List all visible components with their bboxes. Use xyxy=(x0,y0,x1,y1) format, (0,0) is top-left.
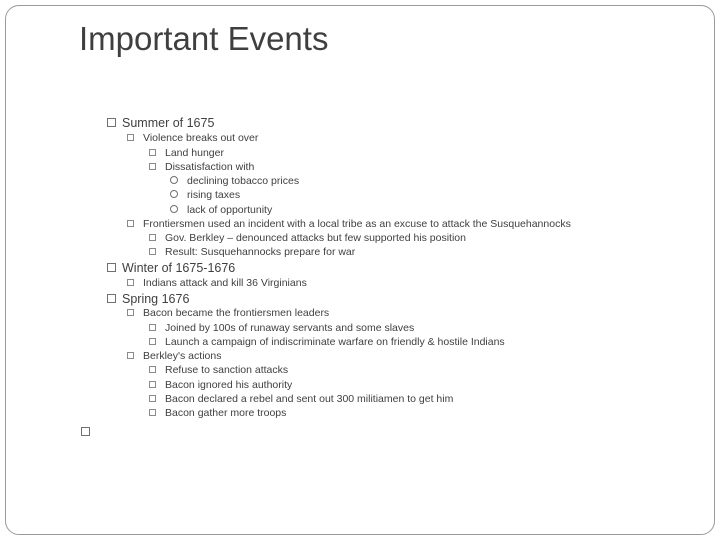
list-item: Bacon ignored his authority xyxy=(149,380,292,391)
list-item: Joined by 100s of runaway servants and some slaves xyxy=(149,323,414,334)
list-item: Indians attack and kill 36 Virginians xyxy=(127,278,307,289)
section-heading-winter-1675-1676: Winter of 1675-1676 xyxy=(107,262,235,275)
list-item: Bacon became the frontiersmen leaders xyxy=(127,308,329,319)
list-item: rising taxes xyxy=(170,190,240,201)
list-item: lack of opportunity xyxy=(170,205,272,216)
square-bullet-icon xyxy=(149,248,156,255)
list-item: Launch a campaign of indiscriminate warfare on friendly & hostile Indians xyxy=(149,337,505,348)
ring-bullet-icon xyxy=(170,176,178,184)
square-bullet-icon xyxy=(127,220,134,227)
ring-bullet-icon xyxy=(170,205,178,213)
square-bullet-icon xyxy=(107,118,116,127)
list-item: Bacon gather more troops xyxy=(149,408,286,419)
list-item: Frontiersmen used an incident with a local tribe as an excuse to attack the Susquehannocks xyxy=(127,219,571,230)
list-item: Violence breaks out over xyxy=(127,133,258,144)
list-item: Bacon declared a rebel and sent out 300 militiamen to get him xyxy=(149,394,453,405)
list-item: Berkley's actions xyxy=(127,351,221,362)
square-bullet-icon xyxy=(127,309,134,316)
square-bullet-icon xyxy=(149,366,156,373)
square-bullet-icon xyxy=(149,324,156,331)
square-bullet-icon xyxy=(149,163,156,170)
square-bullet-icon xyxy=(149,234,156,241)
section-heading-spring-1676: Spring 1676 xyxy=(107,293,189,306)
list-item: Land hunger xyxy=(149,148,224,159)
square-bullet-icon xyxy=(149,409,156,416)
square-bullet-icon xyxy=(107,294,116,303)
square-bullet-icon xyxy=(149,395,156,402)
square-bullet-icon xyxy=(107,263,116,272)
list-item: declining tobacco prices xyxy=(170,176,299,187)
square-bullet-icon xyxy=(127,134,134,141)
square-bullet-icon xyxy=(149,149,156,156)
square-bullet-icon xyxy=(127,279,134,286)
list-item: Refuse to sanction attacks xyxy=(149,365,288,376)
square-bullet-icon xyxy=(149,338,156,345)
slide-title: Important Events xyxy=(79,20,329,57)
list-item: Gov. Berkley – denounced attacks but few supported his position xyxy=(149,233,466,244)
ring-bullet-icon xyxy=(170,190,178,198)
square-bullet-icon xyxy=(149,381,156,388)
list-item: Dissatisfaction with xyxy=(149,162,254,173)
list-item: Result: Susquehannocks prepare for war xyxy=(149,247,355,258)
square-bullet-icon xyxy=(127,352,134,359)
section-heading-summer-1675: Summer of 1675 xyxy=(107,117,214,130)
empty-square-bullet-icon xyxy=(81,427,90,436)
